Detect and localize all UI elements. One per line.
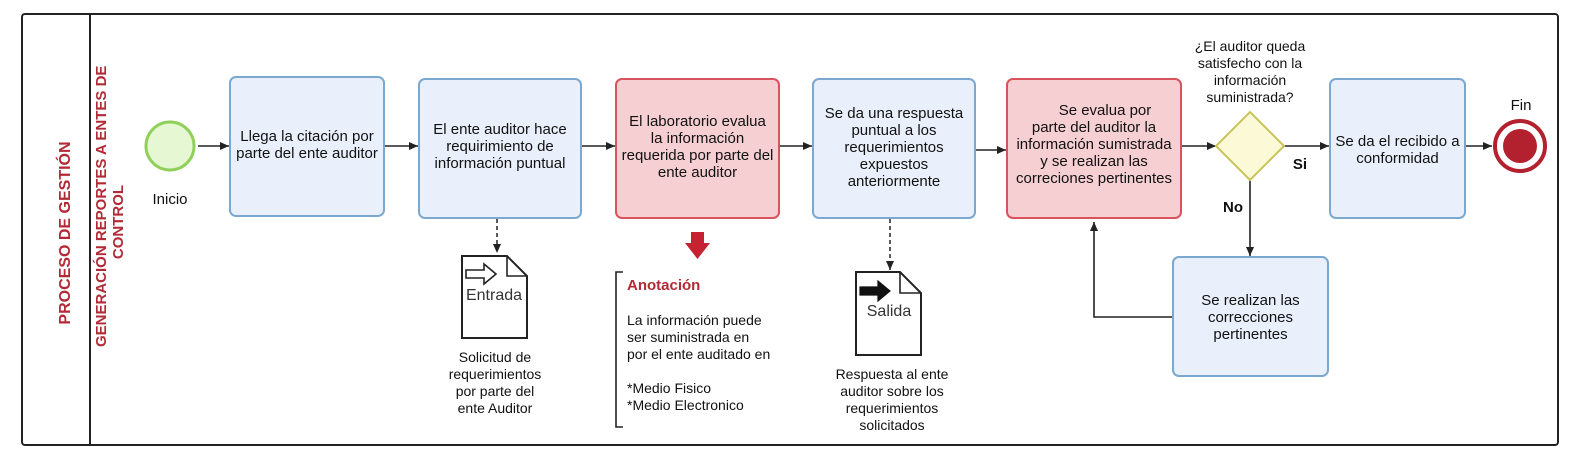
task-line: ente auditor	[657, 164, 738, 181]
lane-title-line2: CONTROL	[110, 184, 127, 260]
task-line: requerimientos	[844, 139, 944, 156]
task-line: Se da una respuesta	[824, 105, 964, 122]
annotation	[627, 277, 827, 414]
task-line: expuestos	[859, 156, 929, 173]
caption-line: Solicitud de	[458, 349, 532, 365]
output-document-caption	[822, 366, 962, 434]
task-respuesta-puntual[interactable]	[812, 78, 976, 219]
annotation-line: ser suministrada en	[627, 329, 750, 345]
task-line: requirimiento de	[446, 138, 554, 155]
annotation-line: por el ente auditado en	[627, 346, 771, 362]
task-line: Se da el recibido a	[1335, 133, 1460, 150]
task-line: parte del auditor la	[1031, 119, 1157, 136]
caption-line: requerimientos	[845, 400, 939, 416]
gateway-question	[1180, 38, 1320, 106]
annotation-line: La información puede	[627, 312, 762, 328]
start-event	[146, 122, 194, 170]
caption-line: solicitados	[859, 417, 925, 433]
task-realizan-correcciones[interactable]	[1172, 256, 1329, 377]
task-line: correciones pertinentes	[1016, 170, 1172, 187]
task-line: y se realizan las	[1040, 153, 1148, 170]
exclusive-gateway	[1216, 112, 1284, 180]
flow-t7-t5	[1094, 222, 1172, 317]
lane-title-line1: GENERACIÓN REPORTES A ENTES DE	[93, 65, 110, 347]
caption-line: Respuesta al ente	[835, 366, 949, 382]
task-line: información puntual	[434, 155, 566, 172]
end-label: Fin	[1510, 97, 1532, 114]
task-line: El laboratorio evalua	[629, 113, 766, 130]
task-line: conformidad	[1356, 150, 1439, 167]
task-line: correcciones	[1207, 309, 1294, 326]
gateway-yes-label: Si	[1292, 156, 1308, 173]
task-line: El ente auditor hace	[433, 121, 567, 138]
task-line: anteriormente	[847, 173, 941, 190]
gateway-line: suministrada?	[1206, 89, 1294, 105]
annotation-line: *Medio Fisico	[627, 380, 712, 396]
caption-line: por parte del	[455, 383, 535, 399]
gateway-line: satisfecho con la	[1197, 55, 1303, 71]
task-evalua-auditor[interactable]	[1006, 78, 1182, 219]
start-label: Inicio	[152, 191, 188, 208]
task-llega-citacion[interactable]	[229, 76, 385, 217]
annotation-line	[627, 363, 827, 380]
task-laboratorio-evalua[interactable]	[615, 78, 780, 219]
task-recibido-conformidad[interactable]	[1329, 78, 1466, 219]
task-line: la información	[650, 130, 745, 147]
task-line: pertinentes	[1213, 326, 1288, 343]
end-event-core	[1503, 129, 1537, 163]
gateway-no-label: No	[1223, 199, 1243, 216]
annotation-line: *Medio Electronico	[627, 397, 744, 413]
input-document-caption	[430, 349, 560, 417]
lane-title	[93, 65, 137, 347]
caption-line: ente Auditor	[457, 400, 533, 416]
annotation-title: Anotación	[627, 277, 701, 294]
task-line: Se realizan las	[1201, 292, 1300, 309]
gateway-line: ¿El auditor queda	[1194, 38, 1306, 54]
input-document-label: Entrada	[465, 287, 523, 304]
caption-line: requerimientos	[448, 366, 542, 382]
caption-line: auditor sobre los	[840, 383, 944, 399]
task-line: puntual a los	[851, 122, 937, 139]
task-line: Se evalua por	[1058, 102, 1152, 119]
task-ente-auditor-requerimiento[interactable]	[418, 78, 582, 219]
down-arrow-icon	[685, 232, 710, 259]
task-line: Llega la citación por	[240, 128, 374, 145]
pool-title: PROCESO DE GESTIÓN	[57, 141, 74, 325]
task-line: información sumistrada	[1016, 136, 1172, 153]
task-line: requerida por parte del	[621, 147, 774, 164]
annotation-bracket	[616, 272, 623, 427]
gateway-line: información	[1213, 72, 1287, 88]
output-document-label: Salida	[866, 303, 912, 320]
task-line: parte del ente auditor	[236, 145, 378, 162]
